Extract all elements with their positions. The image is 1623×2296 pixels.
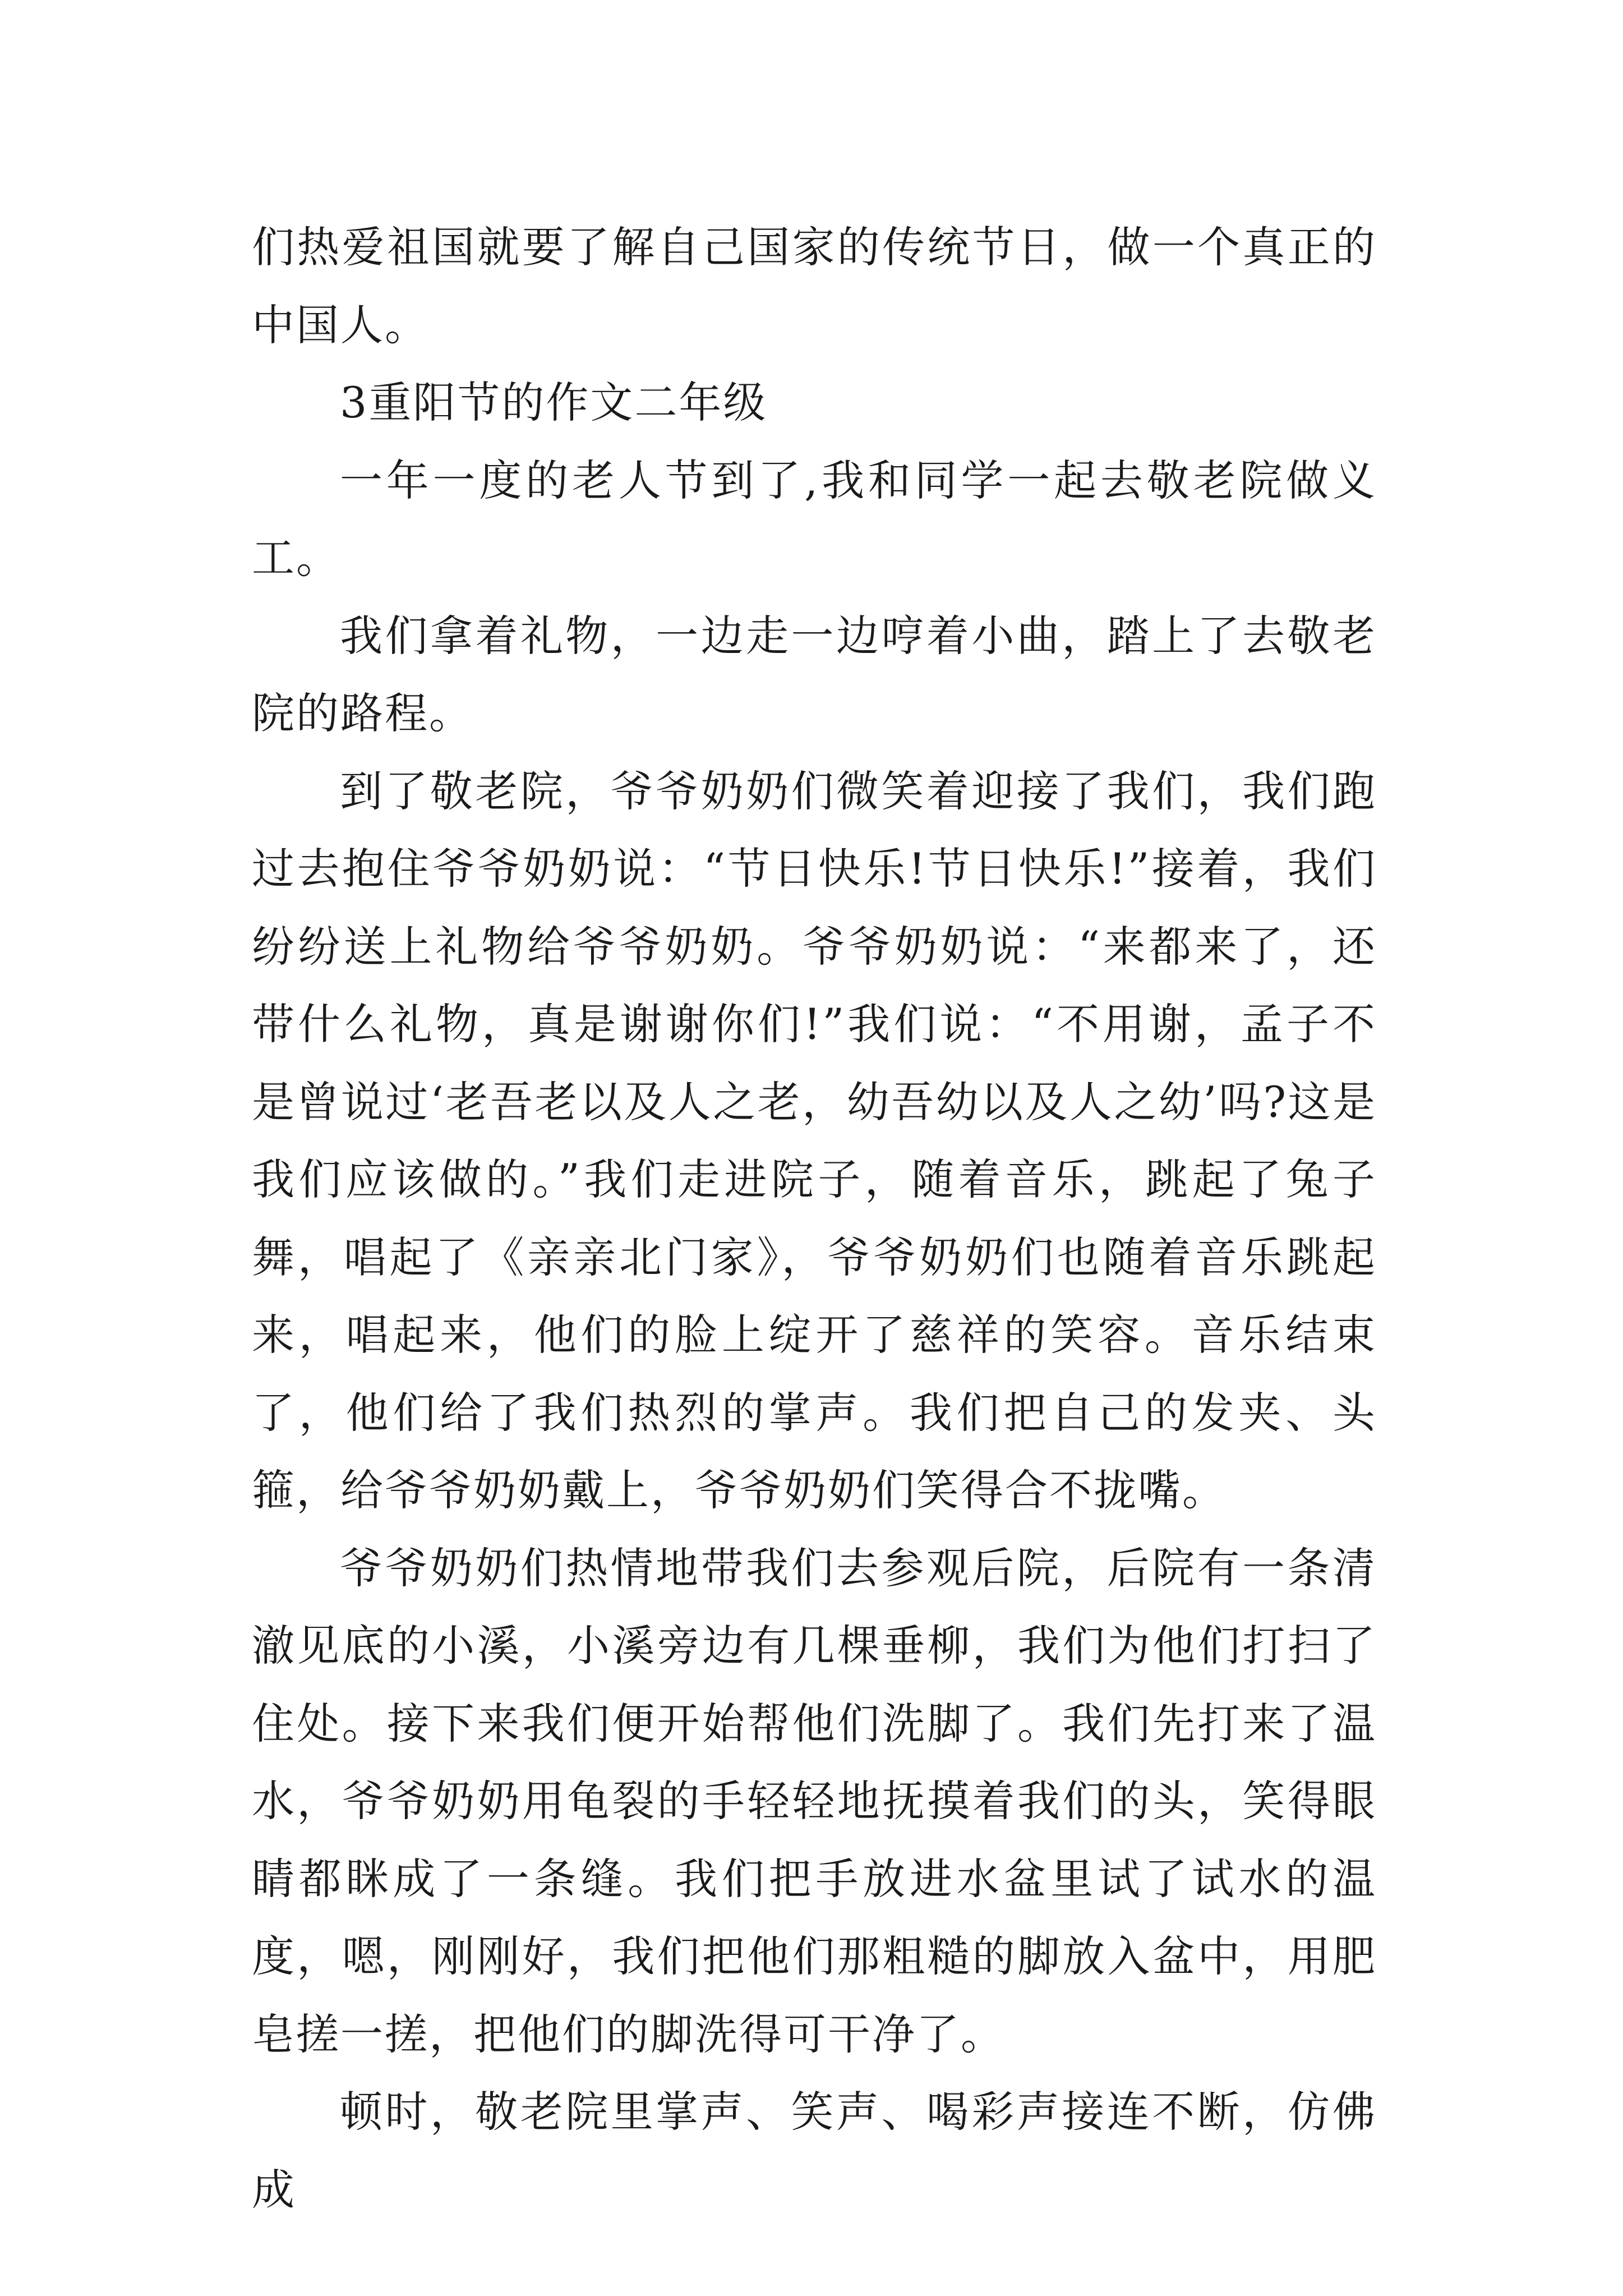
paragraph-continuation: 们热爱祖国就要了解自己国家的传统节日，做一个真正的中国人。 bbox=[252, 222, 1377, 350]
paragraph: 一年一度的老人节到了,我和同学一起去敬老院做义工。 bbox=[252, 455, 1377, 583]
paragraph: 到了敬老院，爷爷奶奶们微笑着迎接了我们，我们跑过去抱住爷爷奶奶说：“节日快乐!节日快乐!”接着，我们纷纷送上礼物给爷爷奶奶。爷爷奶奶说：“来都来了，还带什么礼物，真是谢谢你们!”我们说：“不用谢，孟子不是曾说过‘老吾老以及人之老，幼吾幼以及人之幼’吗?这是我们应该做的。”我们走进院子，随着音乐，跳起了兔子舞，唱起了《亲亲北门家》，爷爷奶奶们也随着音乐跳起来，唱起来，他们的脸上绽开了慈祥的笑容。音乐结束了，他们给了我们热烈的掌声。我们把自己的发夹、头箍，给爷爷奶奶戴上，爷爷奶奶们笑得合不拢嘴。 bbox=[252, 766, 1377, 1515]
paragraph: 顿时，敬老院里掌声、笑声、喝彩声接连不断，仿佛成 bbox=[252, 2087, 1377, 2215]
section-heading: 3重阳节的作文二年级 bbox=[340, 378, 768, 427]
document-body bbox=[252, 209, 1377, 2229]
paragraph: 爷爷奶奶们热情地带我们去参观后院，后院有一条清澈见底的小溪，小溪旁边有几棵垂柳，我们为他们打扫了住处。接下来我们便开始帮他们洗脚了。我们先打来了温水，爷爷奶奶用龟裂的手轻轻地抚摸着我们的头，笑得眼睛都眯成了一条缝。我们把手放进水盆里试了试水的温度，嗯，刚刚好，我们把他们那粗糙的脚放入盆中，用肥皂搓一搓，把他们的脚洗得可干净了。 bbox=[252, 1543, 1377, 2059]
paragraph: 我们拿着礼物，一边走一边哼着小曲，踏上了去敬老院的路程。 bbox=[252, 610, 1377, 738]
